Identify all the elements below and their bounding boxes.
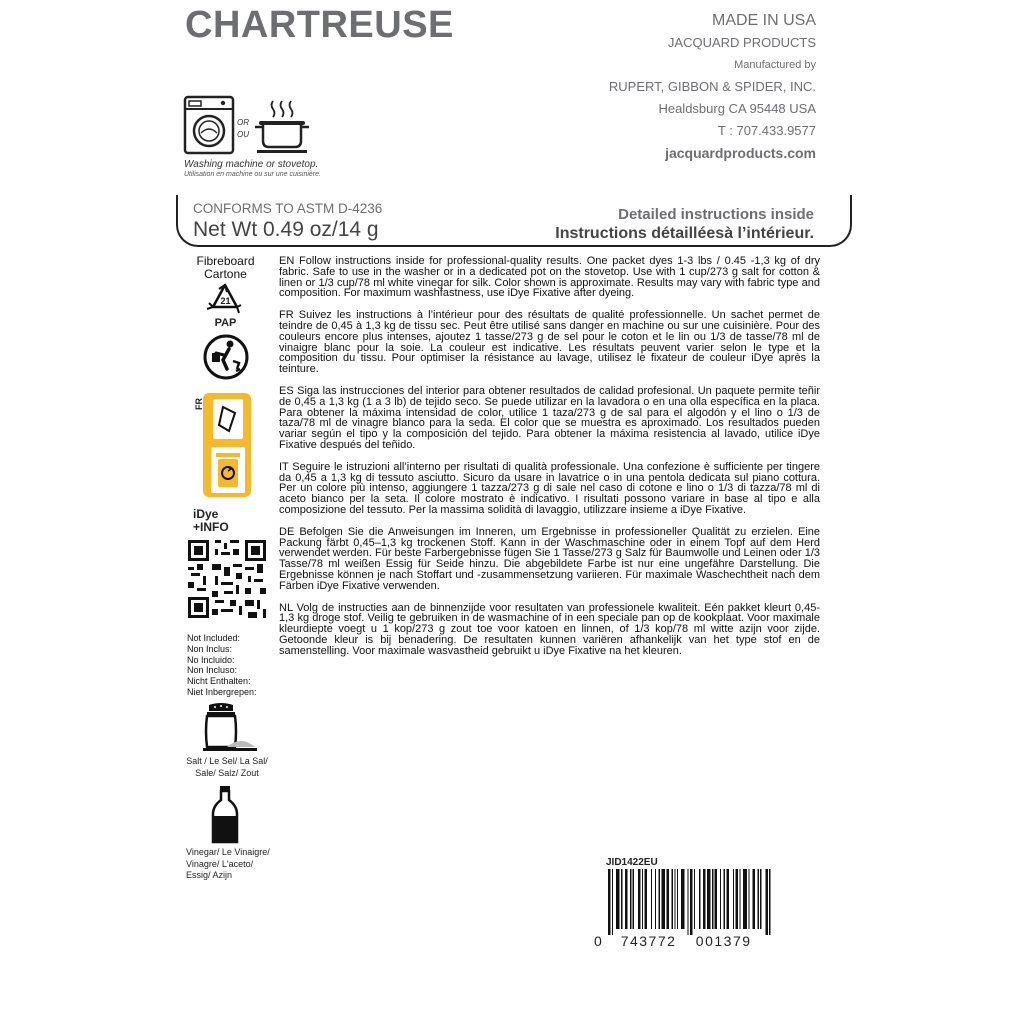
- barcode-bar: [769, 869, 770, 935]
- instructions-fr: FR Suivez les instructions à l’intérieur pour des résultats de qualité professionnelle. Un sachet permet de teindre de 0,45 à 1,3 kg de tissu sec. Peut être utilisé sans danger en machine ou sur une cuisinière. Pour des couleurs encore plus intenses, ajoutez 1 tasse/273 g de sel pour le coton et le lin ou 1/3 de tasse/78 ml de vinaigre blanc pour la soie. La couleur est indicative. Les résultats peuvent varier selon le type et la composition du tissu. Pour optimiser la résistance au lavage, utilisez le fixateur de couleur iDye après la teinture.: [279, 309, 820, 376]
- barcode-bar: [621, 869, 622, 929]
- instructions-nl: NL Volg de instructies aan de binnenzijde voor resultaten van professionele kwaliteit. Eén pakket kleurt 0,45-1,3 kg droge stof. Veilig te gebruiken in de wasmachine of in een speciale pan op de kookplaat. Voor maximale kleurdiepte voegt u 1 kop/273 g zout toe voor katoen en linnen, of 1/3 kop/78 ml witte azijn voor zijde. Getoonde kleur is bij benadering. De resultaten kunnen variëren afhankelijk van het type stof en de samenstelling. Voor maximale wasvastheid gebruikt u iDye Fixative na het kleuren.: [279, 601, 820, 657]
- qr-code[interactable]: [188, 540, 266, 618]
- idye-label: iDye: [193, 507, 219, 521]
- info-label: +INFO: [193, 520, 229, 534]
- barcode-bar: [667, 869, 670, 929]
- barcode-bar: [707, 869, 711, 929]
- barcode-bar: [681, 869, 685, 929]
- barcode-bar: [743, 869, 747, 929]
- instructions-it: IT Seguire le istruzioni all’interno per risultati di qualità professionale. Una confezione è sufficiente per tingere da 0,45 a 1,3 kg di tessuto asciutto. Sicuro da usare in lavatrice o in una pentola dedicata sul piano cottura. Per un colore più intenso, aggiungere 1 tazza/273 g di sale nel caso di cotone e lino o 1/3 di tazza/78 ml di aceto bianco per la seta. Il colore mostrato è indicativo. I risultati possono variare in base al tipo e alla composizione del tessuto. Per la massima solidità di lavaggio, utilizzare insieme a iDye Fixative.: [279, 460, 820, 516]
- company-address: Healdsburg CA 95448 USA: [658, 101, 816, 116]
- not-included-en: Not Included:: [187, 633, 241, 643]
- instructions-de: DE Befolgen Sie die Anweisungen im Inneren, um Ergebnisse in professioneller Qualität zu erzielen. Eine Packung färbt 0,45–1,3 kg trockenen Stoff. Kann in der Waschmaschine oder in einem Topf auf dem Herd verwendet werden. Für beste Farbergebnisse fügen Sie 1 Tasse/273 g Salz für Baumwolle und Leinen oder 1/3 Tasse/78 ml weißen Essig für Seide hinzu. Die abgebildete Farbe ist nur eine ungefähre Darstellung. Die Ergebnisse können je nach Stoffart und -zusammensetzung variieren. Für maximale Waschechtheit nach dem Färben iDye Fixative verwenden.: [279, 525, 820, 592]
- barcode-bar: [633, 869, 634, 929]
- fibreboard-label: Fibreboard: [196, 254, 255, 268]
- barcode-bar: [748, 869, 749, 929]
- pap-label: PAP: [214, 317, 237, 329]
- salt-caption-line-2: Sale/ Salz/ Zout: [195, 768, 259, 778]
- recycle-number: 21: [220, 296, 231, 306]
- usage-caption-en: Washing machine or stovetop.: [184, 159, 319, 170]
- net-weight: Net Wt 0.49 oz/14 g: [193, 218, 379, 241]
- barcode-group-2: 001379: [695, 933, 752, 949]
- barcode-group-1: 743772: [620, 933, 677, 949]
- barcode-bar: [638, 869, 641, 929]
- made-in-usa: MADE IN USA: [711, 12, 816, 29]
- stovetop-pot-icon: [253, 97, 313, 155]
- barcode-bar: [735, 869, 738, 929]
- barcode-bar: [659, 869, 660, 929]
- not-included-nl: Niet Inbergrepen:: [187, 686, 257, 697]
- barcode-bar: [699, 869, 700, 929]
- vinegar-bottle-icon: [211, 786, 239, 844]
- barcode-bar: [724, 869, 725, 929]
- barcode-bar: [720, 869, 721, 929]
- not-included-fr: Non Inclus:: [187, 643, 233, 654]
- vinegar-caption-line-1: Vinegar/ Le Vinaigre/: [186, 847, 270, 857]
- idye-info-label: [193, 508, 229, 534]
- company-name: RUPERT, GIBBON & SPIDER, INC.: [608, 79, 816, 94]
- barcode-bar: [651, 869, 652, 929]
- ou-label: OU: [237, 130, 249, 139]
- not-included-es: No Incluido:: [187, 654, 235, 665]
- salt-shaker-icon: [201, 701, 257, 753]
- not-included-de: Nicht Enthalten:: [187, 676, 251, 687]
- barcode-bar: [765, 869, 768, 935]
- barcode-bar: [677, 869, 678, 929]
- vinegar-caption-line-3: Essig/ Azijn: [186, 870, 233, 880]
- salt-caption: [183, 755, 271, 779]
- or-label: OR: [237, 118, 249, 127]
- barcode-bar: [612, 869, 613, 935]
- barcode-number: [594, 933, 752, 949]
- company-phone: T : 707.433.9577: [717, 123, 816, 138]
- salt-caption-line-1: Salt / Le Sel/ La Sal/: [186, 756, 268, 766]
- barcode-bar: [703, 869, 706, 929]
- tidyman-icon: [202, 333, 250, 381]
- barcode-bar: [758, 869, 759, 929]
- barcode-bar: [712, 869, 713, 929]
- barcode-bar: [690, 869, 693, 935]
- fr-triman-badge: [194, 393, 251, 497]
- vinegar-caption-line-2: Vinagre/ L'aceto/: [186, 858, 254, 869]
- barcode-bar: [715, 869, 718, 929]
- barcode-bar: [642, 869, 643, 929]
- usage-caption-fr: Utilisation en machine ou sur une cuisinière.: [184, 171, 321, 178]
- manufactured-by: Manufactured by: [734, 59, 816, 71]
- barcode-bar: [655, 869, 656, 929]
- barcode-bar: [760, 869, 761, 929]
- barcode-bar: [752, 869, 755, 929]
- instructions-en: EN Follow instructions inside for professional-quality results. One packet dyes 1-3 lbs / 0.45 -1,3 kg of dry fabric. Safe to use in the washer or in a dedicated pot on the stovetop. Use with 1 cup/273 g salt for cotton & linen or 1/3 cup/78 ml white vinegar for silk. Color shown is approximate. Results may vary with fabric type and composition. For maximum washfastness, use iDye Fixative after dyeing.: [279, 255, 820, 300]
- manufacturer-info: [609, 10, 816, 164]
- sidebar: [183, 255, 268, 895]
- barcode-bar: [672, 869, 673, 929]
- barcode-bar: [687, 869, 688, 935]
- astm-conformity: CONFORMS TO ASTM D-4236: [193, 201, 383, 216]
- detailed-instructions-fr: Instructions détailléesà l’intérieur.: [555, 225, 814, 242]
- barcode-bar: [739, 869, 740, 929]
- not-included-it: Non Incluso:: [187, 665, 238, 676]
- barcode-bar: [733, 869, 734, 929]
- instructions-es: ES Siga las instrucciones del interior para obtener resultados de calidad profesional. Un paquete permite teñir de 0,45 a 1,3 kg (1 a 3 lb) de tejido seco. Se puede utilizar en la lavadora o en una olla específica en la placa. Para obtener la máxima intensidad de color, utilice 1 taza/273 g de sal para el algodón y el lino o 1/3 de taza/78 ml de vinagre blanco para la seda. El color que se muestra es aproximado. Los resultados pueden variar según el tipo y la composición del tejido. Para obtener la máxima resistencia al lavado, utilice iDye Fixative después del teñido.: [279, 384, 820, 451]
- barcode-bar: [694, 869, 695, 929]
- barcode-bar: [726, 869, 729, 929]
- instructions-text: [279, 256, 820, 668]
- barcode-bar: [644, 869, 647, 929]
- barcode-first-digit: 0: [594, 933, 604, 949]
- barcode-bar: [608, 869, 611, 935]
- not-included-list: [187, 633, 277, 698]
- cartone-label: Cartone: [204, 267, 247, 281]
- barcode: [604, 869, 774, 935]
- detailed-instructions-en: Detailed instructions inside: [618, 206, 814, 223]
- product-code: JID1422EU: [606, 857, 658, 868]
- barcode-bar: [630, 869, 631, 929]
- barcode-bar: [661, 869, 665, 929]
- company-website: jacquardproducts.com: [665, 145, 816, 161]
- fr-label: FR: [194, 398, 204, 410]
- brand-name: JACQUARD PRODUCTS: [667, 35, 816, 50]
- recycle-symbol: [183, 283, 268, 315]
- product-title: CHARTREUSE: [185, 4, 454, 46]
- vinegar-caption: [186, 847, 276, 882]
- barcode-bar: [625, 869, 628, 929]
- paper-bag-icon: [209, 397, 247, 441]
- barcode-bar: [616, 869, 620, 929]
- recycling-bin-icon: [209, 447, 247, 493]
- barcode-bar: [674, 869, 675, 929]
